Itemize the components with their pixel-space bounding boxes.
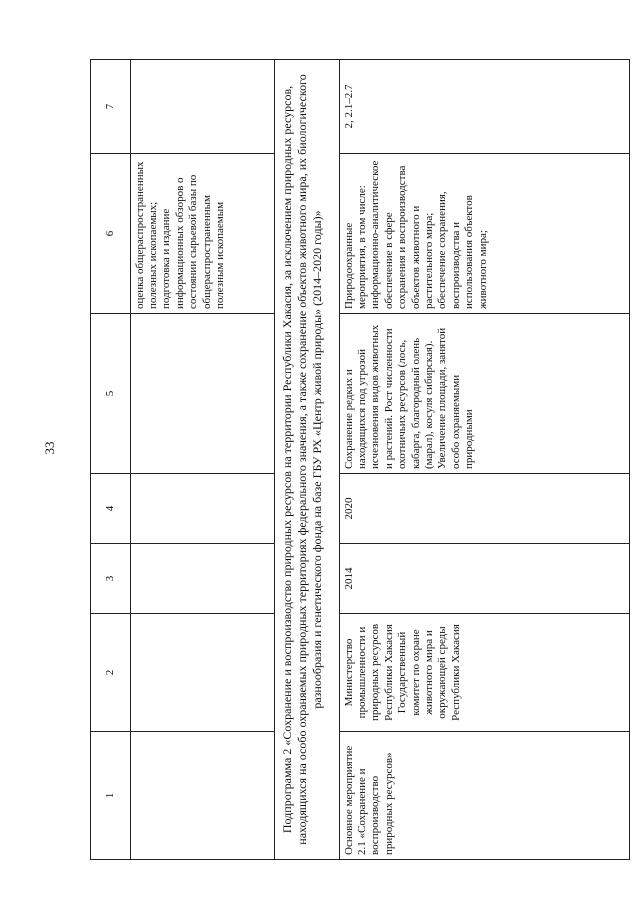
page-number: 33: [42, 441, 57, 455]
rotated-table: [90, 60, 630, 860]
cell-prev-4: [130, 474, 275, 544]
cell-prev-5: [130, 314, 275, 474]
col-header-1: 1: [91, 732, 131, 860]
cell-prev-6: оценка общераспространенных полезных ископаемых; подготовка и издание информационных обзоров о состоянии сырьевой базы по общераспространенным полезным ископаемым: [130, 154, 275, 314]
col-header-6: 6: [91, 154, 131, 314]
table-row-main: [339, 60, 629, 860]
col-header-4: 4: [91, 474, 131, 544]
cell-prev-3: [130, 544, 275, 614]
cell-main-5: Сохранение редких и находящихся под угрозой исчезновения видов животных и растений. Рост численности охотничьих ресурсов (лось, кабарга, благородный олень (марал), косуля сибирская). Увеличение площади, занятой особо охраняемыми природными: [339, 314, 629, 474]
col-header-2: 2: [91, 614, 131, 732]
cell-main-3: 2014: [339, 544, 629, 614]
cell-main-1: Основное мероприятие 2.1 «Сохранение и воспроизводство природных ресурсов»: [339, 732, 629, 860]
subprogram-row: [275, 60, 339, 860]
table-container: [90, 60, 630, 860]
program-table: [90, 59, 630, 860]
col-header-7: 7: [91, 60, 131, 154]
cell-main-2: Министерство промышленности и природных ресурсов Республики Хакасия Государственный комитет по охране животного мира и окружающей среды Республики Хакасия: [339, 614, 629, 732]
cell-main-4: 2020: [339, 474, 629, 544]
cell-main-6: Природоохранные мероприятия, в том числе: информационно-аналитическое обеспечение в сфере сохранения и воспроизводства объектов животного и растительного мира; обеспечение сохранения, воспроизводства и использования объектов животного мира;: [339, 154, 629, 314]
cell-prev-2: [130, 614, 275, 732]
cell-main-7: 2, 2.1–2.7: [339, 60, 629, 154]
cell-prev-1: [130, 732, 275, 860]
header-row: [91, 60, 131, 860]
subprogram-title: Подпрограмма 2 «Сохранение и воспроизводство природных ресурсов на территории Республики Хакасия, за исключением природных ресурсов, находящихся на особо охраняемых природных территориях федерального значения, а также сохранение объектов животного мира, их биологического разнообразия и генетического фонда на базе ГБУ РХ «Центр живой природы» (2014–2020 годы)»: [275, 60, 339, 860]
col-header-3: 3: [91, 544, 131, 614]
cell-prev-7: [130, 60, 275, 154]
table-row-previous: [130, 60, 275, 860]
col-header-5: 5: [91, 314, 131, 474]
